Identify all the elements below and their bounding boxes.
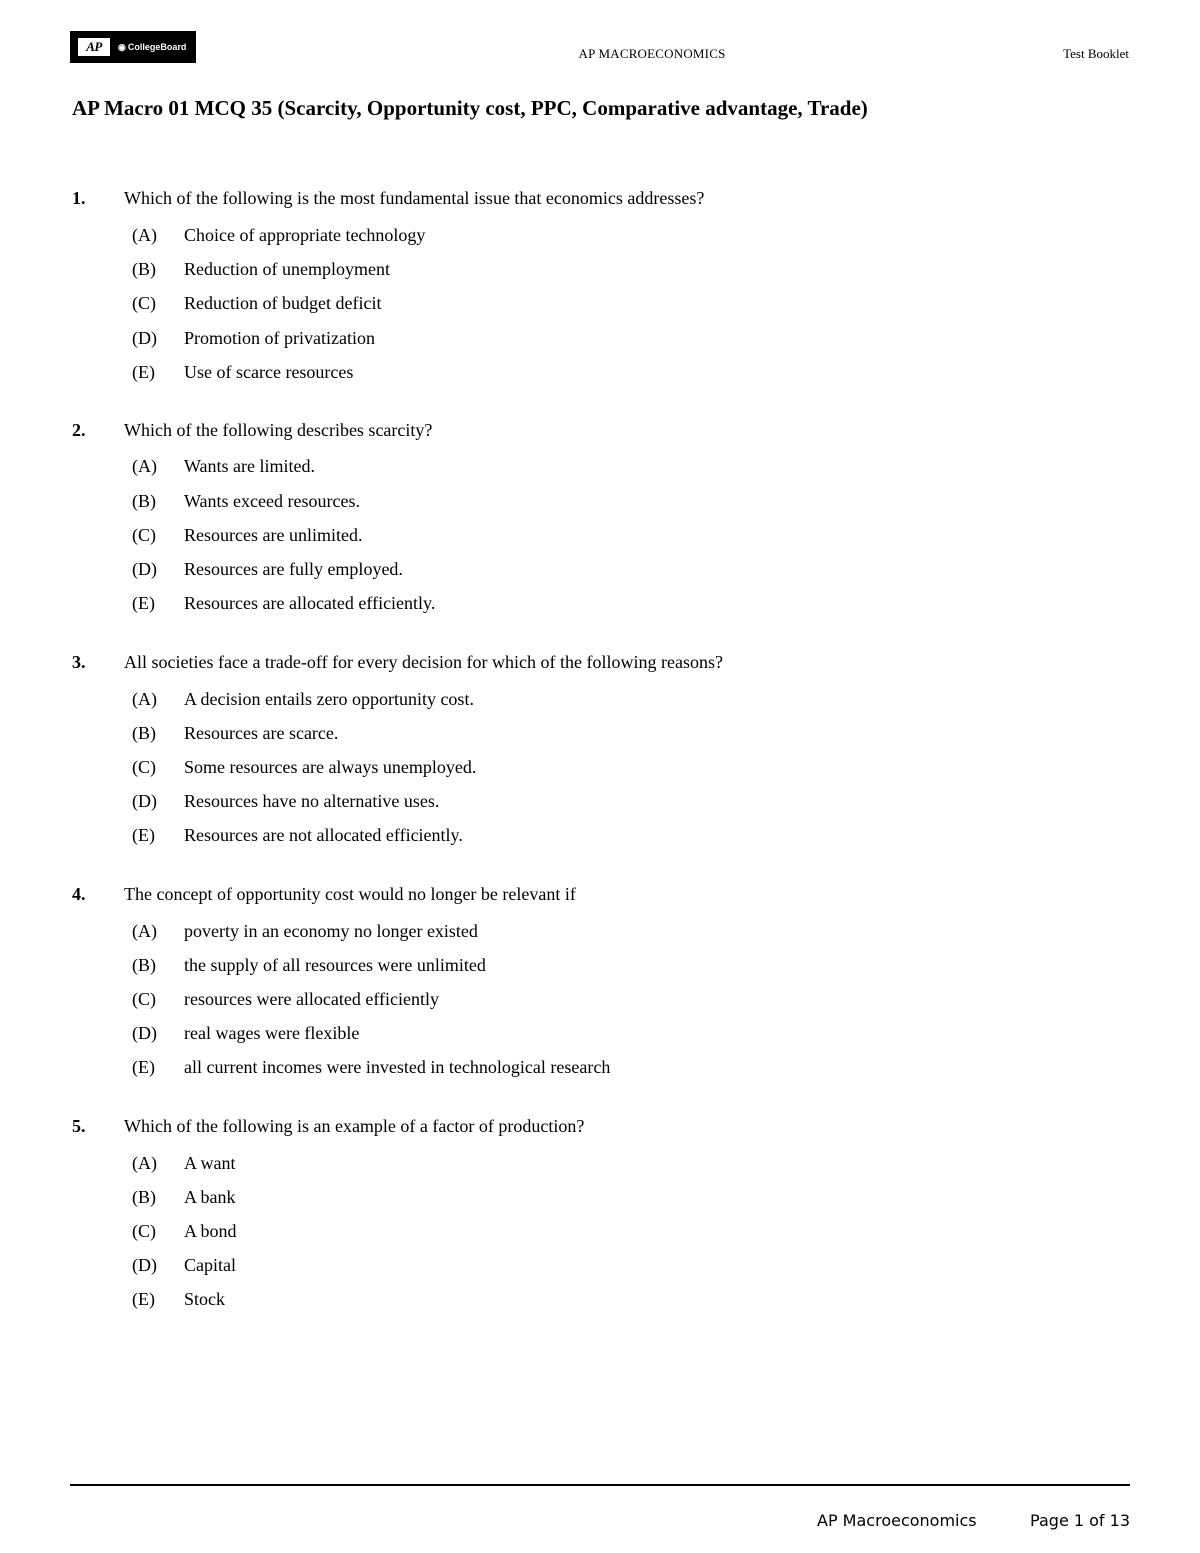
page-title: AP Macro 01 MCQ 35 (Scarcity, Opportunity cost, PPC, Comparative advantage, Trade): [72, 96, 868, 120]
answer-option: [0, 259, 1200, 283]
answer-option: [0, 723, 1200, 747]
option-letter: (C): [132, 989, 156, 1009]
option-letter: (A): [132, 225, 157, 245]
option-text: Reduction of unemployment: [184, 259, 390, 279]
option-letter: (A): [132, 689, 157, 709]
option-letter: (D): [132, 1255, 157, 1275]
question-number: 1.: [72, 188, 86, 208]
answer-option: [0, 525, 1200, 549]
option-text: all current incomes were invested in technological research: [184, 1057, 611, 1077]
answer-option: [0, 1255, 1200, 1279]
option-letter: (E): [132, 825, 155, 845]
option-text: A want: [184, 1153, 236, 1173]
option-letter: (B): [132, 1187, 156, 1207]
college-board-text: CollegeBoard: [127, 41, 187, 52]
answer-option: [0, 1023, 1200, 1047]
answer-option: [0, 362, 1200, 386]
option-text: the supply of all resources were unlimited: [184, 955, 486, 975]
question-text: The concept of opportunity cost would no longer be relevant if: [124, 884, 576, 904]
answer-option: [0, 1153, 1200, 1177]
option-letter: (D): [132, 1023, 157, 1043]
option-text: Some resources are always unemployed.: [184, 757, 477, 777]
option-letter: (E): [132, 1057, 155, 1077]
option-text: Resources are allocated efficiently.: [184, 593, 436, 613]
option-letter: (E): [132, 593, 155, 613]
header-booklet-label: Test Booklet: [1063, 46, 1129, 61]
answer-option: [0, 456, 1200, 480]
option-text: Reduction of budget deficit: [184, 293, 382, 313]
answer-option: [0, 293, 1200, 317]
option-letter: (B): [132, 955, 156, 975]
option-letter: (E): [132, 362, 155, 382]
option-text: Resources are unlimited.: [184, 525, 363, 545]
answer-option: [0, 921, 1200, 945]
option-letter: (B): [132, 491, 156, 511]
answer-option: [0, 559, 1200, 583]
answer-option: [0, 1221, 1200, 1245]
option-text: poverty in an economy no longer existed: [184, 921, 478, 941]
ap-logo-mark: AP: [78, 38, 110, 56]
question-number: 4.: [72, 884, 86, 904]
page-header: [0, 0, 1200, 80]
answer-option: [0, 593, 1200, 617]
option-letter: (B): [132, 723, 156, 743]
answer-option: [0, 225, 1200, 249]
option-text: Wants are limited.: [184, 456, 316, 476]
answer-option: [0, 825, 1200, 849]
question-text: Which of the following describes scarcity?: [124, 420, 433, 440]
page-number: Page 1 of 13: [1030, 1511, 1130, 1530]
footer-divider: [70, 1484, 1130, 1486]
option-text: Capital: [184, 1255, 236, 1275]
option-text: Use of scarce resources: [184, 362, 354, 382]
answer-option: [0, 491, 1200, 515]
option-letter: (D): [132, 791, 157, 811]
header-subject: AP MACROECONOMICS: [578, 46, 726, 61]
option-letter: (C): [132, 1221, 156, 1241]
option-text: Choice of appropriate technology: [184, 225, 426, 245]
answer-option: [0, 689, 1200, 713]
question-number: 3.: [72, 652, 86, 672]
option-text: Wants exceed resources.: [184, 491, 360, 511]
option-text: Resources have no alternative uses.: [184, 791, 440, 811]
option-text: Resources are fully employed.: [184, 559, 403, 579]
answer-option: [0, 1187, 1200, 1211]
option-text: Resources are not allocated efficiently.: [184, 825, 463, 845]
footer-subject: AP Macroeconomics: [817, 1511, 977, 1530]
question-number: 5.: [72, 1116, 86, 1136]
answer-option: [0, 989, 1200, 1013]
option-text: real wages were flexible: [184, 1023, 360, 1043]
question-number: 2.: [72, 420, 86, 440]
answer-option: [0, 757, 1200, 781]
answer-option: [0, 955, 1200, 979]
acorn-icon: ◉: [118, 41, 126, 52]
question-text: Which of the following is an example of a factor of production?: [124, 1116, 585, 1136]
option-letter: (A): [132, 456, 157, 476]
question-text: All societies face a trade-off for every decision for which of the following reasons?: [124, 652, 723, 672]
option-text: Stock: [184, 1289, 226, 1309]
answer-option: [0, 1057, 1200, 1081]
option-letter: (C): [132, 525, 156, 545]
option-text: resources were allocated efficiently: [184, 989, 440, 1009]
option-letter: (D): [132, 559, 157, 579]
option-text: A bond: [184, 1221, 237, 1241]
option-text: Resources are scarce.: [184, 723, 339, 743]
option-letter: (C): [132, 293, 156, 313]
question-text: Which of the following is the most fundamental issue that economics addresses?: [124, 188, 705, 208]
option-letter: (D): [132, 328, 157, 348]
option-letter: (E): [132, 1289, 155, 1309]
answer-option: [0, 328, 1200, 352]
option-letter: (C): [132, 757, 156, 777]
answer-option: [0, 1289, 1200, 1313]
option-letter: (A): [132, 1153, 157, 1173]
option-text: Promotion of privatization: [184, 328, 375, 348]
option-text: A bank: [184, 1187, 236, 1207]
option-letter: (A): [132, 921, 157, 941]
option-letter: (B): [132, 259, 156, 279]
option-text: A decision entails zero opportunity cost.: [184, 689, 474, 709]
answer-option: [0, 791, 1200, 815]
